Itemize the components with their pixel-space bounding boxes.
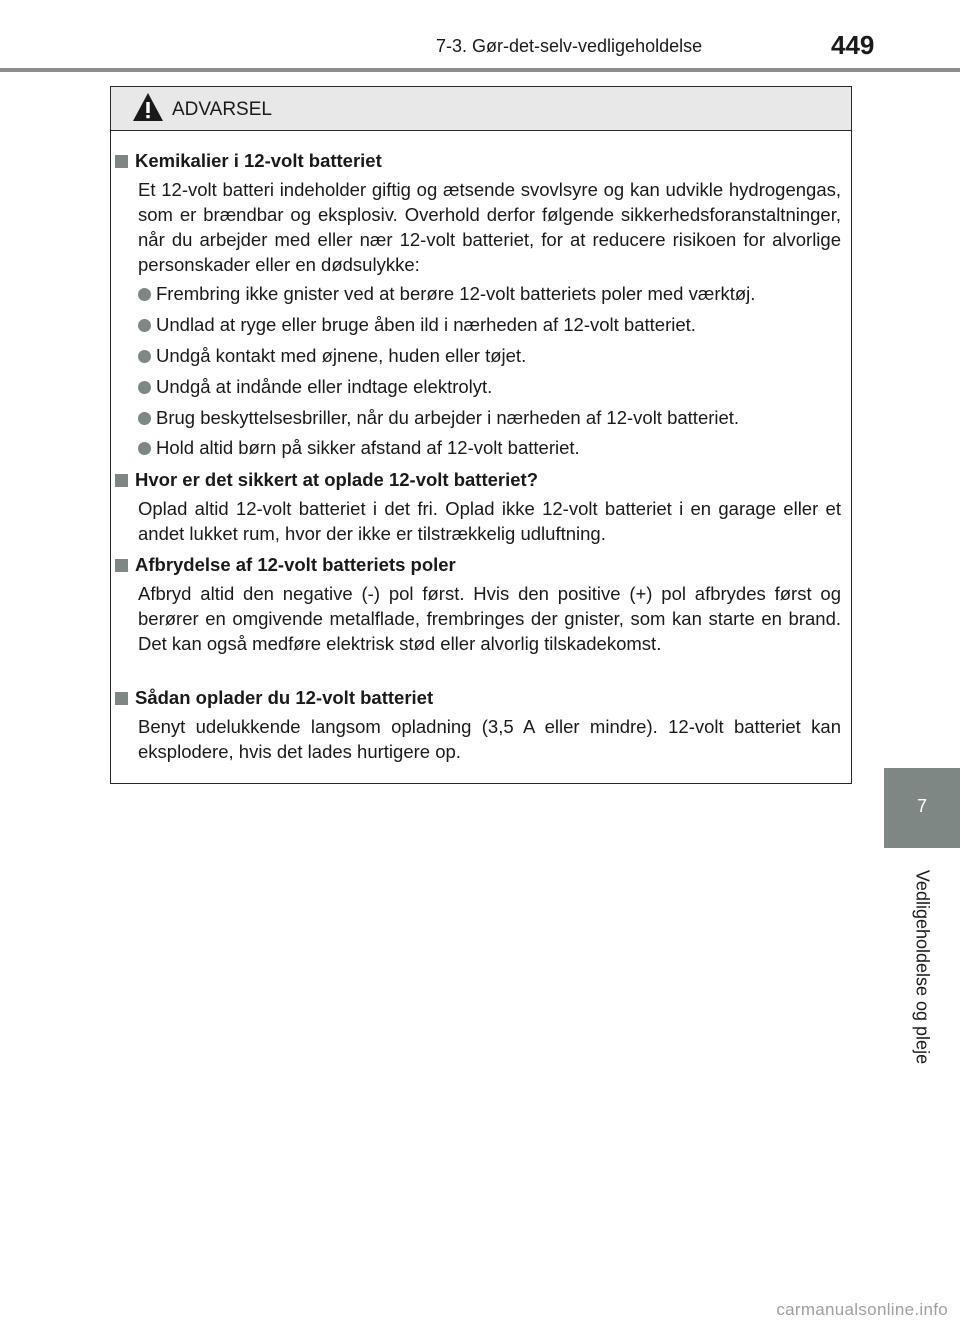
round-bullet-icon xyxy=(138,442,151,455)
bullet-item xyxy=(138,437,580,459)
warning-header xyxy=(111,87,851,131)
warning-title: ADVARSEL xyxy=(172,99,272,120)
chapter-tab[interactable] xyxy=(884,768,960,848)
round-bullet-icon xyxy=(138,319,151,332)
square-bullet-icon xyxy=(115,692,128,705)
chapter-label: Vedligeholdelse og pleje xyxy=(912,869,933,1065)
bullet-item xyxy=(138,407,739,429)
section-heading-text: Kemikalier i 12-volt batteriet xyxy=(135,150,382,171)
section-heading-text: Hvor er det sikkert at oplade 12-volt batteriet? xyxy=(135,469,539,490)
bullet-text: Undgå kontakt med øjnene, huden eller tøjet. xyxy=(156,345,527,366)
square-bullet-icon xyxy=(115,559,128,572)
bullet-text: Undlad at ryge eller bruge åben ild i nærheden af 12-volt batteriet. xyxy=(156,314,696,335)
bullet-item xyxy=(138,345,526,367)
bullet-text: Brug beskyttelsesbriller, når du arbejder i nærheden af 12-volt batteriet. xyxy=(156,407,740,428)
section-heading-text: Sådan oplader du 12-volt batteriet xyxy=(135,687,434,708)
bullet-text: Hold altid børn på sikker afstand af 12-volt batteriet. xyxy=(156,437,580,458)
round-bullet-icon xyxy=(138,350,151,363)
section-paragraph: Et 12-volt batteri indeholder giftig og ætsende svovlsyre og kan udvikle hydrogengas, som er brændbar og eksplosiv. Overhold derfor følgende sikkerhedsforanstaltninger, når du arbejder med eller nær 12-volt batteriet, for at reducere risikoen for alvorlige personskader eller en dødsulykke: xyxy=(138,179,841,275)
round-bullet-icon xyxy=(138,381,151,394)
bullet-text: Frembring ikke gnister ved at berøre 12-volt batteriets poler med værktøj. xyxy=(156,283,756,304)
warning-box xyxy=(110,86,852,784)
section-paragraph: Benyt udelukkende langsom opladning (3,5 A eller mindre). 12-volt batteriet kan eksplodere, hvis det lades hurtigere op. xyxy=(138,716,841,762)
bullet-item xyxy=(138,376,492,398)
bullet-text: Undgå at indånde eller indtage elektrolyt. xyxy=(156,376,493,397)
section-paragraph: Afbryd altid den negative (-) pol først. Hvis den positive (+) pol afbrydes først og berører en omgivende metalflade, frembringes der gnister, som kan starte en brand. Det kan også medføre elektrisk stød eller alvorlig tilskadekomst. xyxy=(138,583,841,654)
section-heading xyxy=(115,150,382,172)
bullet-item xyxy=(138,314,696,336)
bullet-item xyxy=(138,283,755,305)
header-rule xyxy=(0,68,960,72)
section-heading xyxy=(115,554,456,576)
warning-triangle-icon xyxy=(132,92,164,122)
page-number: 449 xyxy=(831,30,875,60)
section-heading xyxy=(115,687,433,709)
round-bullet-icon xyxy=(138,288,151,301)
round-bullet-icon xyxy=(138,412,151,425)
watermark: carmanualsonline.info xyxy=(776,1300,948,1319)
square-bullet-icon xyxy=(115,155,128,168)
section-paragraph: Oplad altid 12-volt batteriet i det fri. Oplad ikke 12-volt batteriet i en garage eller et andet lukket rum, hvor der ikke er tilstrækkelig udluftning. xyxy=(138,498,841,544)
section-heading xyxy=(115,469,538,491)
section-heading-text: Afbrydelse af 12-volt batteriets poler xyxy=(135,554,456,575)
square-bullet-icon xyxy=(115,474,128,487)
chapter-number: 7 xyxy=(916,796,927,816)
page-header-title: 7-3. Gør-det-selv-vedligeholdelse xyxy=(436,36,703,56)
